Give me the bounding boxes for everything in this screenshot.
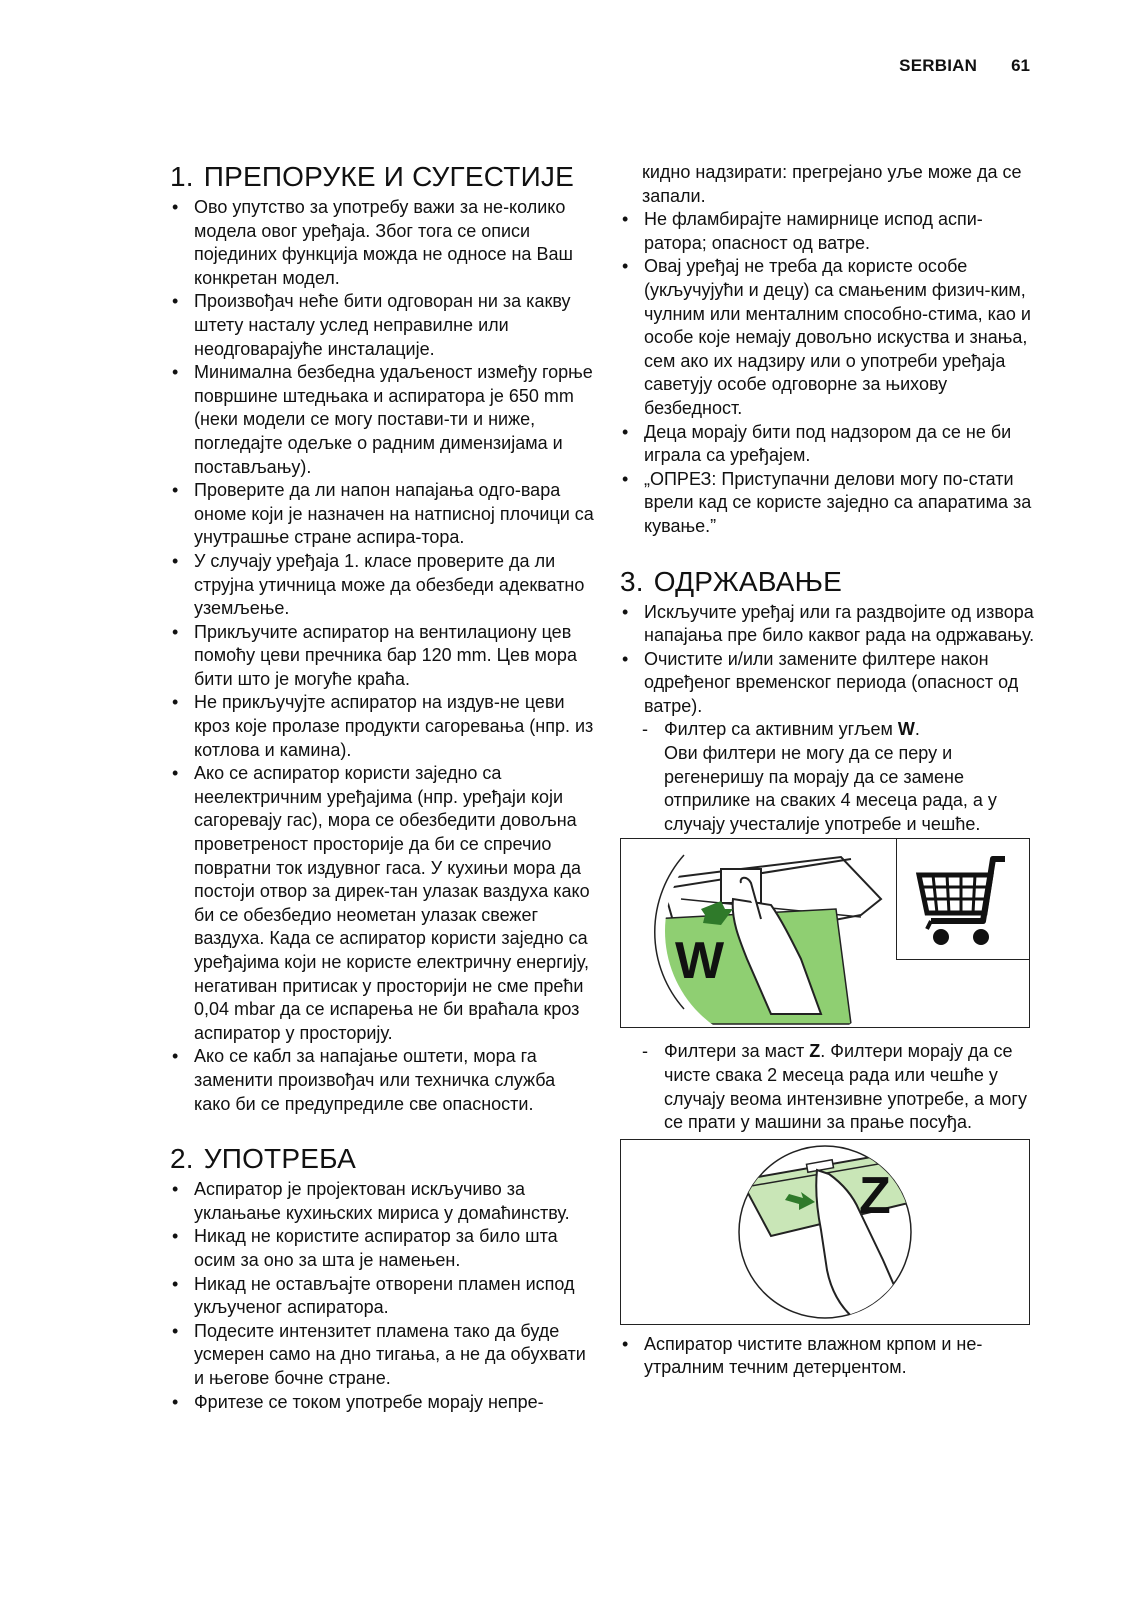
filter-w-label: W: [675, 932, 725, 991]
maintenance-list: [620, 601, 1035, 719]
list-item: • „ОПРЕЗ: Приступачни делови могу по-стати врели кад се користе заједно са апаратима за кување.”: [620, 468, 1035, 539]
section-heading-recommendations: 1. ПРЕПОРУКЕ И СУГЕСТИЈЕ: [170, 161, 574, 192]
grease-filter-figure: [620, 1139, 1030, 1325]
list-item: • Деца морају бити под надзором да се не би играла са уређајем.: [620, 421, 1035, 468]
page-number: 61: [1011, 56, 1030, 75]
filter-w-letter: W: [897, 719, 915, 740]
list-item-continuation: кидно надзирати: прегрејано уље може да се запали.: [642, 162, 1022, 206]
page-header: [899, 56, 1030, 76]
list-item: • Искључите уређај или га раздвојите од извора напајања пре било каквог рада на одржавању.: [620, 601, 1035, 648]
section-heading-maintenance: 3. ОДРЖАВАЊЕ: [620, 565, 842, 597]
list-item: • Ово упутство за употребу важи за не-колико модела овог уређаја. Због тога се описи појединих функција можда не односе на Ваш конкретан модел.: [170, 196, 595, 290]
filter-z-letter: Z: [809, 1041, 821, 1062]
list-item: • Произвођач неће бити одговоран ни за какву штету насталу услед неправилне или неодговарајуће инсталације.: [170, 290, 595, 361]
list-item: • Никад не остављајте отворени пламен испод укљученог аспиратора.: [170, 1273, 595, 1320]
list-item: • Ако се кабл за напајање оштети, мора га заменити произвођач или техничка служба како би се предупредиле све опасности.: [170, 1045, 595, 1116]
filter-z-label: Z: [859, 1166, 891, 1225]
filter-w-item: - Филтер са активним угљем W. Ови филтери не могу да се перу и регенеришу па морају да се замене отприлике на сваких 4 месеца рада, а у случају учесталије употребе и чешће.: [620, 718, 1035, 836]
grease-filter-illustration: [621, 1140, 1029, 1324]
recommendations-list: [170, 196, 595, 1116]
list-item: • У случају уређаја 1. класе проверите да ли струјна утичница може да обезбеди адекватно уземљење.: [170, 550, 595, 621]
language-label: SERBIAN: [899, 56, 978, 75]
usage-list-continued: [620, 161, 1035, 539]
shopping-cart-icon: [897, 839, 1029, 959]
section-heading-usage: 2. УПОТРЕБА: [170, 1143, 356, 1175]
right-column: [620, 161, 1035, 1380]
list-item: • Подесите интензитет пламена тако да буде усмерен само на дно тигања, а не да обухвати и његове бочне стране.: [170, 1320, 595, 1391]
filter-z-item: - Филтери за маст Z. Филтери морају да се чисте свака 2 месеца рада или чешће у случају веома интензивне употребе, а могу се прати у машини за прање посуђа.: [620, 1040, 1035, 1134]
carbon-filter-illustration: [621, 839, 897, 1027]
list-item: • Прикључите аспиратор на вентилациону цев помоћу цеви пречника бар 120 mm. Цев мора бити што је могуће краћа.: [170, 621, 595, 692]
maintenance-final-list: [620, 1333, 1035, 1380]
list-item: • Аспиратор чистите влажном крпом и не-утралним течним детерџентом.: [620, 1333, 1035, 1380]
list-item: • Овај уређај не треба да користе особе (укључујући и децу) са смањеним физич-ким, чулним или менталним способно-стима, као и особе које немају довољно искуства и знања, сем ако их надзиру или о употреби уређаја саветују особе одговорне за њихову безбедност.: [620, 255, 1035, 420]
left-column: [170, 160, 595, 1414]
list-item: • Проверите да ли напон напајања одго-вара ономе који је назначен на натписној плочици са унутрашње стране аспира-тора.: [170, 479, 595, 550]
filter-w-description: Ови филтери не могу да се перу и регенеришу па морају да се замене отприлике на сваких 4 месеца рада, а у случају учесталије употребе и чешће.: [664, 743, 997, 834]
list-item: • Никад не користите аспиратор за било шта осим за оно за шта је намењен.: [170, 1225, 595, 1272]
list-item: • Очистите и/или замените филтере након одређеног временског периода (опасност од ватре).: [620, 648, 1035, 719]
carbon-filter-figure: [620, 838, 1030, 1028]
list-item: • Не фламбирајте намирнице испод аспи-ратора; опасност од ватре.: [620, 208, 1035, 255]
list-item: • Фритезе се током употребе морају непре-: [170, 1391, 595, 1415]
list-item: • Аспиратор је пројектован искључиво за уклањање кухињских мириса у домаћинству.: [170, 1178, 595, 1225]
list-item: • Ако се аспиратор користи заједно са неелектричним уређајима (нпр. уређаји који сагоревају гас), мора се обезбедити довољна проветреност просторије да би се спречио повратни ток издувног гаса. У кухињи мора да постоји отвор за дирек-тан улазак ваздуха како би се обезбедио неометан улазак свежег ваздуха. Када се аспиратор користи заједно са уређајима који не користе електричну енергију, негативан притисак у просторији не сме прећи 0,04 mbar да се испарења не би враћала кроз аспиратор у просторију.: [170, 762, 595, 1045]
list-item: • Не прикључујте аспиратор на издув-не цеви кроз које пролазе продукти сагоревања (нпр. из котлова и камина).: [170, 691, 595, 762]
usage-list: [170, 1178, 595, 1414]
cart-icon-box: [896, 839, 1029, 960]
list-item: • Минимална безбедна удаљеност између горње површине штедњака и аспиратора је 650 mm (неки модели се могу постави-ти и ниже, погледајте одељке о радним димензијама и постављању).: [170, 361, 595, 479]
